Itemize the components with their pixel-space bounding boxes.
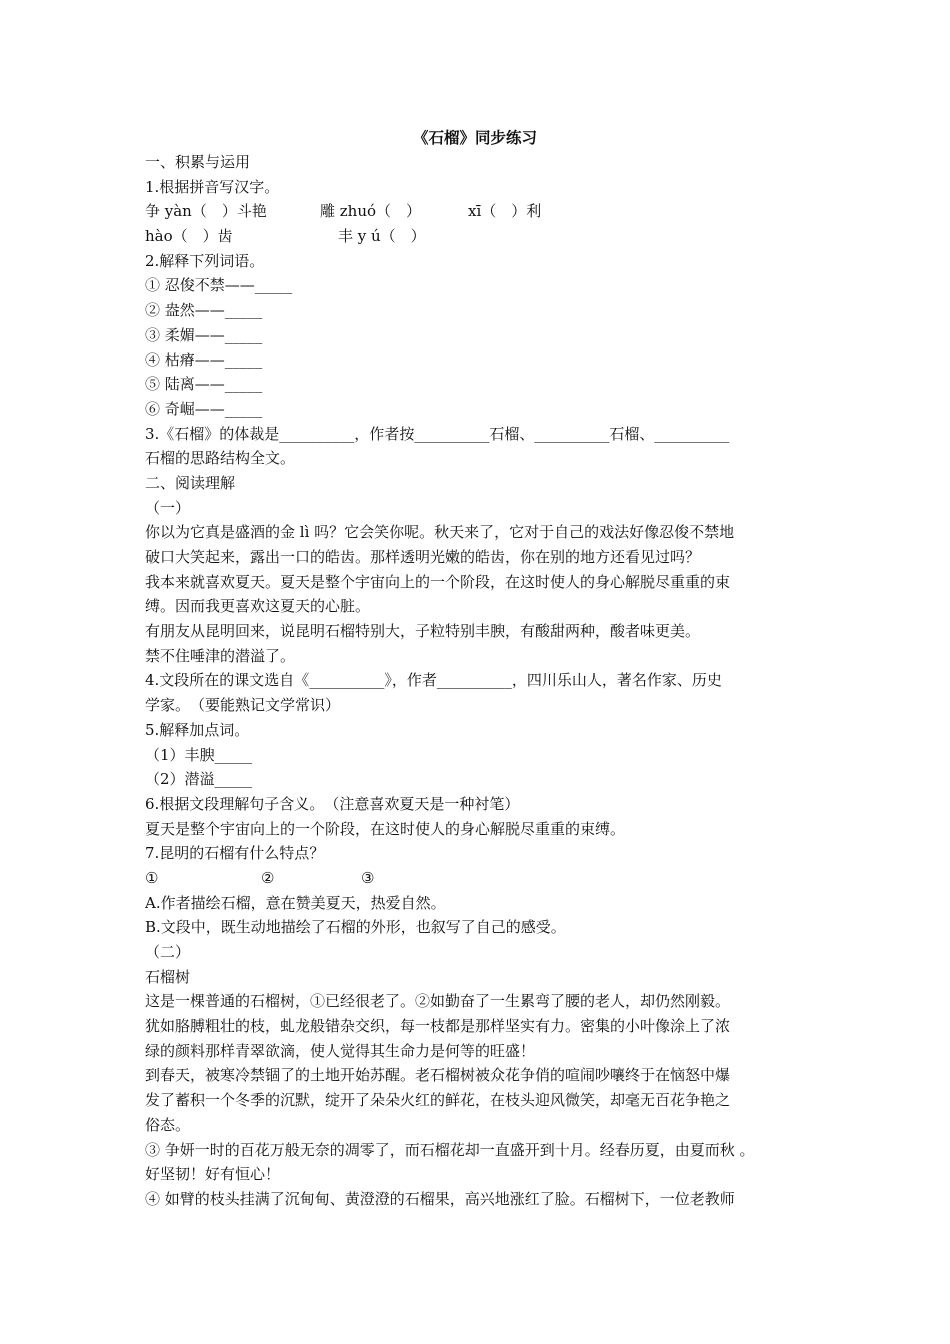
document-title: 《石榴》同步练习: [412, 128, 537, 147]
question-7: 7.昆明的石榴有什么特点？: [145, 844, 325, 863]
document-body: [145, 150, 810, 1212]
option-a: A.作者描绘石榴，意在赞美夏天，热爱自然。: [145, 893, 446, 912]
passage-line: 破口大笑起来，露出一口的皓齿。那样透明光嫩的皓齿，你在别的地方还看见过吗？: [145, 548, 701, 566]
pinyin-item: xī（ ）利: [468, 202, 542, 221]
feature-marker: ②: [261, 868, 275, 887]
pinyin-item: 丰 y ú（ ）: [338, 227, 426, 246]
passage-line: 有朋友从昆明回来，说昆明石榴特别大，子粒特别丰腴，有酸甜两种，酸者味更美。: [145, 622, 701, 641]
passage-line: 发了蓄积一个冬季的沉默，绽开了朵朵火红的鲜花，在枝头迎风微笑，却毫无百花争艳之: [145, 1091, 731, 1110]
pinyin-item: 争 yàn（ ）斗艳: [145, 202, 267, 221]
question-4: 4.文段所在的课文选自《__________》，作者__________，四川乐山人，著名作家、历史: [145, 671, 722, 690]
feature-marker: ③: [361, 868, 375, 887]
pinyin-row-2: [145, 224, 810, 249]
pinyin-row-1: [145, 199, 810, 224]
passage-line: ④ 如臂的枝头挂满了沉甸甸、黄澄澄的石榴果，高兴地涨红了脸。石榴树下，一位老教师: [145, 1189, 735, 1208]
pinyin-item: 雕 zhuó（ ）: [320, 202, 422, 221]
question-5-item: （1）丰腴_____: [145, 745, 253, 764]
feature-markers: [145, 866, 810, 891]
passage-line: 缚。因而我更喜欢这夏天的心脏。: [145, 597, 371, 616]
question-5-item: （2）潜溢_____: [145, 770, 253, 789]
section-heading: 一、积累与运用: [145, 153, 251, 171]
term-item: ④ 枯瘠——_____: [145, 350, 263, 369]
term-item: ⑤ 陆离——_____: [145, 375, 263, 394]
passage-line: 这是一棵普通的石榴树，①已经很老了。②如勤奋了一生累弯了腰的老人，却仍然刚毅。: [145, 992, 731, 1011]
section-heading: 二、阅读理解: [145, 473, 236, 492]
term-item: ② 盎然——_____: [145, 301, 263, 320]
passage-line: 到春天，被寒冷禁锢了的土地开始苏醒。老石榴树被众花争俏的喧闹吵嚷终于在恼怒中爆: [145, 1066, 731, 1085]
question-3-cont: 石榴的思路结构全文。: [145, 449, 296, 468]
passage-line: 你以为它真是盛酒的金 lì 吗？它会笑你呢。秋天来了，它对于自己的戏法好像忍俊不禁地: [145, 523, 735, 542]
passage-line: ③ 争妍一时的百花万般无奈的凋零了，而石榴花却一直盛开到十月。经春历夏，由夏而秋 。: [145, 1140, 755, 1159]
question-5: 5.解释加点词。: [145, 720, 250, 739]
feature-marker: ①: [145, 868, 159, 887]
question-6: 6.根据文段理解句子含义。 （注意喜欢夏天是一种衬笔）: [145, 794, 520, 813]
option-b: B.文段中，既生动地描绘了石榴的外形，也叙写了自己的感受。: [145, 918, 566, 937]
passage-label: （二）: [145, 943, 191, 961]
passage-line: 俗态。: [145, 1115, 191, 1134]
term-item: ① 忍俊不禁——_____: [145, 276, 293, 295]
pinyin-item: hào（ ）齿: [145, 227, 233, 246]
question-4-cont: 学家。 （要能熟记文学常识）: [145, 696, 341, 715]
passage-line: 犹如胳膊粗壮的枝，虬龙般错杂交织，每一枝都是那样坚实有力。密集的小叶像涂上了浓: [145, 1017, 731, 1036]
passage-line: 好坚韧！好有恒心！: [145, 1165, 281, 1184]
passage-title: 石榴树: [145, 967, 191, 986]
term-item: ③ 柔媚——_____: [145, 325, 263, 344]
term-item: ⑥ 奇崛——_____: [145, 399, 263, 418]
passage-label: （一）: [145, 498, 191, 517]
passage-line: 绿的颜料那样青翠欲滴，使人觉得其生命力是何等的旺盛！: [145, 1041, 536, 1060]
question-1: 1.根据拼音写汉字。: [145, 177, 280, 196]
passage-line: 我本来就喜欢夏天。夏天是整个宇宙向上的一个阶段，在这时使人的身心解脱尽重重的束: [145, 572, 731, 591]
question-2: 2.解释下列词语。: [145, 251, 265, 270]
question-3: 3.《石榴》的体裁是__________，作者按__________石榴、__________石榴、__________: [145, 424, 730, 443]
passage-line: 禁不住唾津的潜溢了。: [145, 646, 296, 665]
question-6-sentence: 夏天是整个宇宙向上的一个阶段，在这时使人的身心解脱尽重重的束缚。: [145, 819, 626, 838]
